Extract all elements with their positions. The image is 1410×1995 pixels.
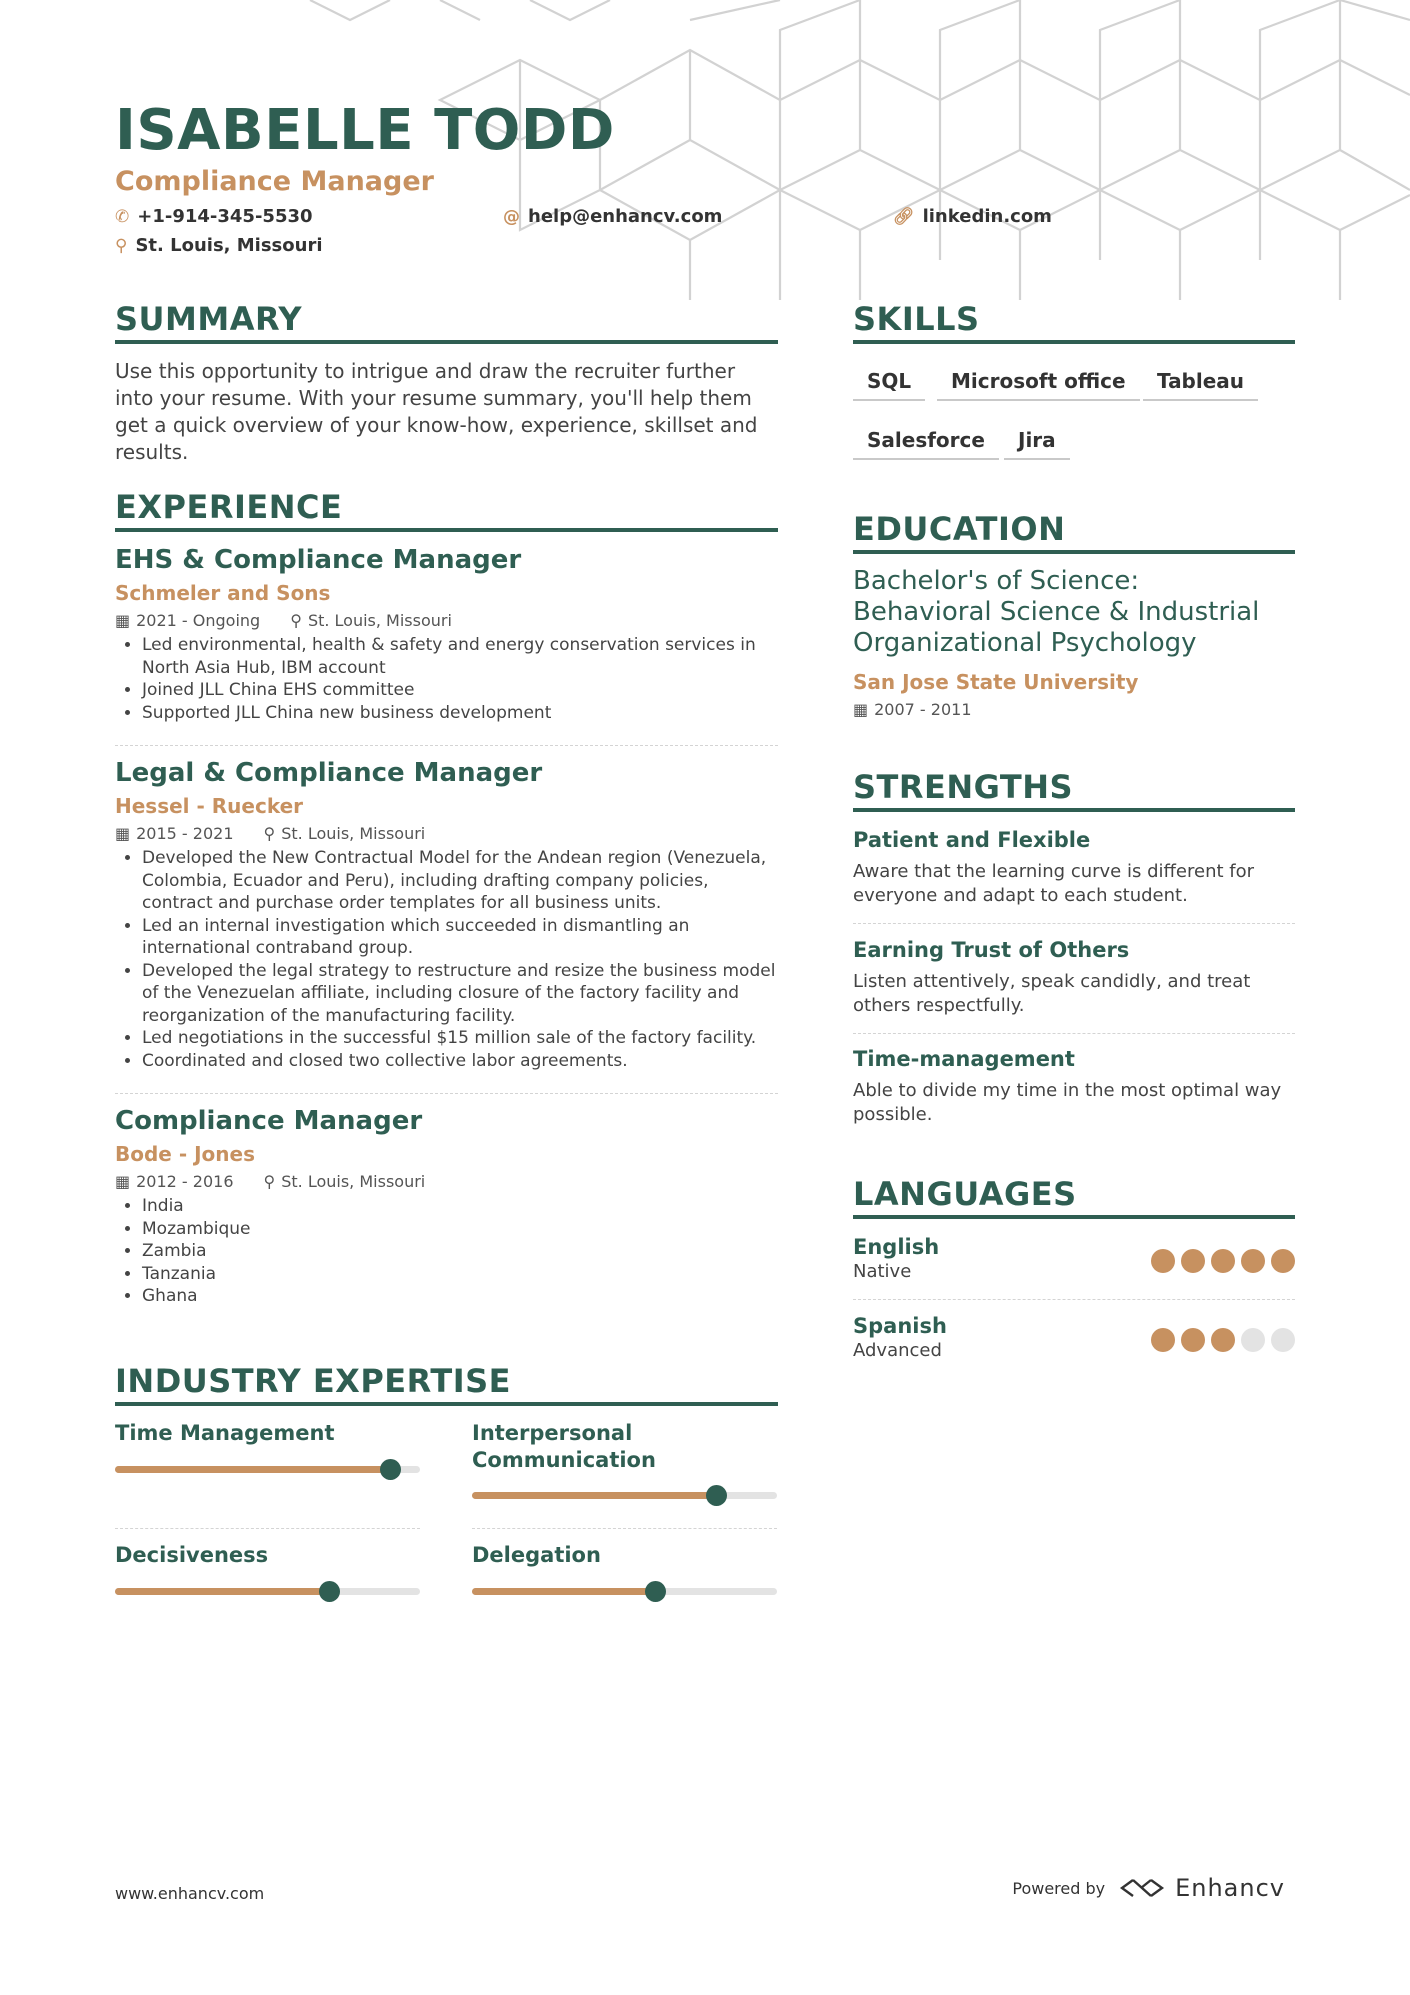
- job-dates: 2012 - 2016: [136, 1172, 234, 1191]
- language-name: Spanish: [853, 1314, 947, 1338]
- divider: [115, 1528, 420, 1529]
- job-company: Schmeler and Sons: [115, 581, 331, 605]
- contact-location: [115, 235, 323, 256]
- language-level: Native: [853, 1261, 912, 1282]
- rating-dot: [1271, 1249, 1295, 1273]
- list-item: • Ghana: [142, 1285, 778, 1308]
- brand-name: Enhancv: [1175, 1874, 1285, 1902]
- location-pin-icon: ⚲: [115, 235, 128, 256]
- at-icon: @: [503, 206, 520, 227]
- divider: [472, 1528, 777, 1529]
- job-company: Bode - Jones: [115, 1142, 255, 1166]
- language-item: [853, 1235, 1295, 1295]
- skill-tag: Microsoft office: [937, 369, 1140, 401]
- location-pin-icon: ⚲: [263, 824, 276, 843]
- strength-item: [853, 938, 1295, 1018]
- divider: [853, 923, 1295, 924]
- expertise-label: Time Management: [115, 1421, 335, 1445]
- strengths-heading: STRENGTHS: [853, 768, 1295, 812]
- skill-tag: Tableau: [1143, 369, 1258, 401]
- skill-tag: Salesforce: [853, 428, 999, 460]
- expertise-bar: [472, 1588, 777, 1595]
- expertise-label: Interpersonal Communication: [472, 1421, 656, 1472]
- strength-desc: Aware that the learning curve is different for everyone and adapt to each student.: [853, 861, 1255, 906]
- rating-dot: [1151, 1328, 1175, 1352]
- link-icon: 🔗︎: [893, 206, 915, 227]
- list-item: • Mozambique: [142, 1218, 778, 1241]
- job-meta: [115, 824, 778, 843]
- candidate-title: Compliance Manager: [115, 166, 434, 197]
- calendar-icon: ▦: [115, 1172, 131, 1191]
- rating-dot: [1241, 1328, 1265, 1352]
- expertise-item: [115, 1542, 420, 1602]
- slider-knob: [706, 1485, 727, 1506]
- list-item: • Led an internal investigation which succeeded in dismantling an international contraband group.: [142, 915, 778, 960]
- list-item: • India: [142, 1195, 778, 1218]
- rating-dot: [1181, 1328, 1205, 1352]
- powered-by-text: Powered by: [1012, 1878, 1106, 1898]
- job-title: EHS & Compliance Manager: [115, 545, 522, 575]
- job-title: Compliance Manager: [115, 1106, 423, 1136]
- linkedin-text: linkedin.com: [922, 206, 1052, 227]
- language-name: English: [853, 1235, 940, 1259]
- calendar-icon: ▦: [115, 611, 131, 630]
- summary-heading: SUMMARY: [115, 300, 778, 344]
- strength-title: Patient and Flexible: [853, 828, 1091, 852]
- slider-knob: [380, 1459, 401, 1480]
- education-school: San Jose State University: [853, 670, 1139, 694]
- location-pin-icon: ⚲: [290, 611, 302, 630]
- education-heading: EDUCATION: [853, 510, 1295, 554]
- education-dates-row: [853, 700, 972, 719]
- list-item: • Developed the legal strategy to restructure and resize the business model of the Venezuelan affiliate, including closure of the factory facility and reorganization of the manufacturing facility.: [142, 960, 778, 1028]
- strength-title: Time-management: [853, 1047, 1075, 1071]
- list-item: • Led environmental, health & safety and energy conservation services in North Asia Hub, IBM account: [142, 634, 778, 679]
- divider: [853, 1299, 1295, 1300]
- job-bullets: [115, 1195, 778, 1308]
- rating-dot: [1211, 1249, 1235, 1273]
- job-location: St. Louis, Missouri: [307, 611, 452, 630]
- expertise-bar: [115, 1466, 420, 1473]
- list-item: • Developed the New Contractual Model for the Andean region (Venezuela, Colombia, Ecuador and Peru), including drafting company policies, contract and purchase order templates for all business units.: [142, 847, 778, 915]
- phone-text: +1-914-345-5530: [137, 206, 313, 227]
- education-degree: Bachelor's of Science: Behavioral Science & Industrial Organizational Psychology: [853, 566, 1260, 658]
- job-title: Legal & Compliance Manager: [115, 758, 543, 788]
- job-dates: 2015 - 2021: [136, 824, 234, 843]
- strength-item: [853, 1047, 1295, 1127]
- rating-dot: [1151, 1249, 1175, 1273]
- expertise-heading: INDUSTRY EXPERTISE: [115, 1362, 778, 1406]
- strength-item: [853, 828, 1295, 908]
- expertise-bar: [472, 1492, 777, 1499]
- language-level: Advanced: [853, 1340, 942, 1361]
- phone-icon: ✆: [115, 206, 130, 227]
- candidate-name: ISABELLE TODD: [115, 98, 615, 163]
- job-meta: [115, 611, 778, 630]
- list-item: • Coordinated and closed two collective labor agreements.: [142, 1050, 778, 1073]
- list-item: • Zambia: [142, 1240, 778, 1263]
- job-entry: [115, 758, 778, 1072]
- job-location: St. Louis, Missouri: [281, 824, 426, 843]
- summary-text: Use this opportunity to intrigue and draw the recruiter further into your resume. With your resume summary, you'll help them get a quick overview of your know-how, experience, skillset and results.: [115, 359, 758, 464]
- skill-tag: SQL: [853, 369, 925, 401]
- expertise-item: [472, 1542, 777, 1602]
- calendar-icon: ▦: [853, 700, 869, 719]
- rating-dot: [1211, 1328, 1235, 1352]
- expertise-label: Delegation: [472, 1543, 601, 1567]
- job-company: Hessel - Ruecker: [115, 794, 304, 818]
- contact-linkedin[interactable]: [893, 206, 1052, 227]
- job-dates: 2021 - Ongoing: [136, 611, 261, 630]
- divider: [115, 745, 778, 746]
- job-meta: [115, 1172, 778, 1191]
- brand-logo[interactable]: [1119, 1874, 1285, 1902]
- language-rating: [1151, 1328, 1295, 1352]
- languages-heading: LANGUAGES: [853, 1175, 1295, 1219]
- education-dates: 2007 - 2011: [874, 700, 972, 719]
- language-rating: [1151, 1249, 1295, 1273]
- location-pin-icon: ⚲: [263, 1172, 276, 1191]
- list-item: • Supported JLL China new business development: [142, 702, 778, 725]
- job-bullets: [115, 634, 778, 724]
- slider-knob: [645, 1581, 666, 1602]
- experience-heading: EXPERIENCE: [115, 488, 778, 532]
- skill-tag: Jira: [1004, 428, 1070, 460]
- job-bullets: [115, 847, 778, 1072]
- rating-dot: [1271, 1328, 1295, 1352]
- strength-desc: Listen attentively, speak candidly, and treat others respectfully.: [853, 971, 1251, 1016]
- expertise-label: Decisiveness: [115, 1543, 269, 1567]
- contact-phone[interactable]: [115, 206, 313, 227]
- expertise-bar: [115, 1588, 420, 1595]
- footer-branding: [1012, 1874, 1285, 1902]
- contact-email[interactable]: [503, 206, 722, 227]
- list-item: • Tanzania: [142, 1263, 778, 1286]
- job-location: St. Louis, Missouri: [281, 1172, 426, 1191]
- expertise-item: [115, 1420, 420, 1510]
- job-entry: [115, 1106, 778, 1308]
- location-text: St. Louis, Missouri: [135, 235, 323, 256]
- skills-heading: SKILLS: [853, 300, 1295, 344]
- enhancv-logo-icon: [1119, 1877, 1165, 1899]
- divider: [853, 1033, 1295, 1034]
- language-item: [853, 1314, 1295, 1374]
- strength-desc: Able to divide my time in the most optimal way possible.: [853, 1080, 1282, 1125]
- slider-knob: [319, 1581, 340, 1602]
- job-entry: [115, 545, 778, 724]
- rating-dot: [1181, 1249, 1205, 1273]
- footer-website[interactable]: www.enhancv.com: [115, 1884, 265, 1903]
- calendar-icon: ▦: [115, 824, 131, 843]
- strength-title: Earning Trust of Others: [853, 938, 1130, 962]
- email-text: help@enhancv.com: [528, 206, 723, 227]
- rating-dot: [1241, 1249, 1265, 1273]
- list-item: • Joined JLL China EHS committee: [142, 679, 778, 702]
- divider: [115, 1093, 778, 1094]
- list-item: • Led negotiations in the successful $15 million sale of the factory facility.: [142, 1027, 778, 1050]
- expertise-item: [472, 1420, 777, 1510]
